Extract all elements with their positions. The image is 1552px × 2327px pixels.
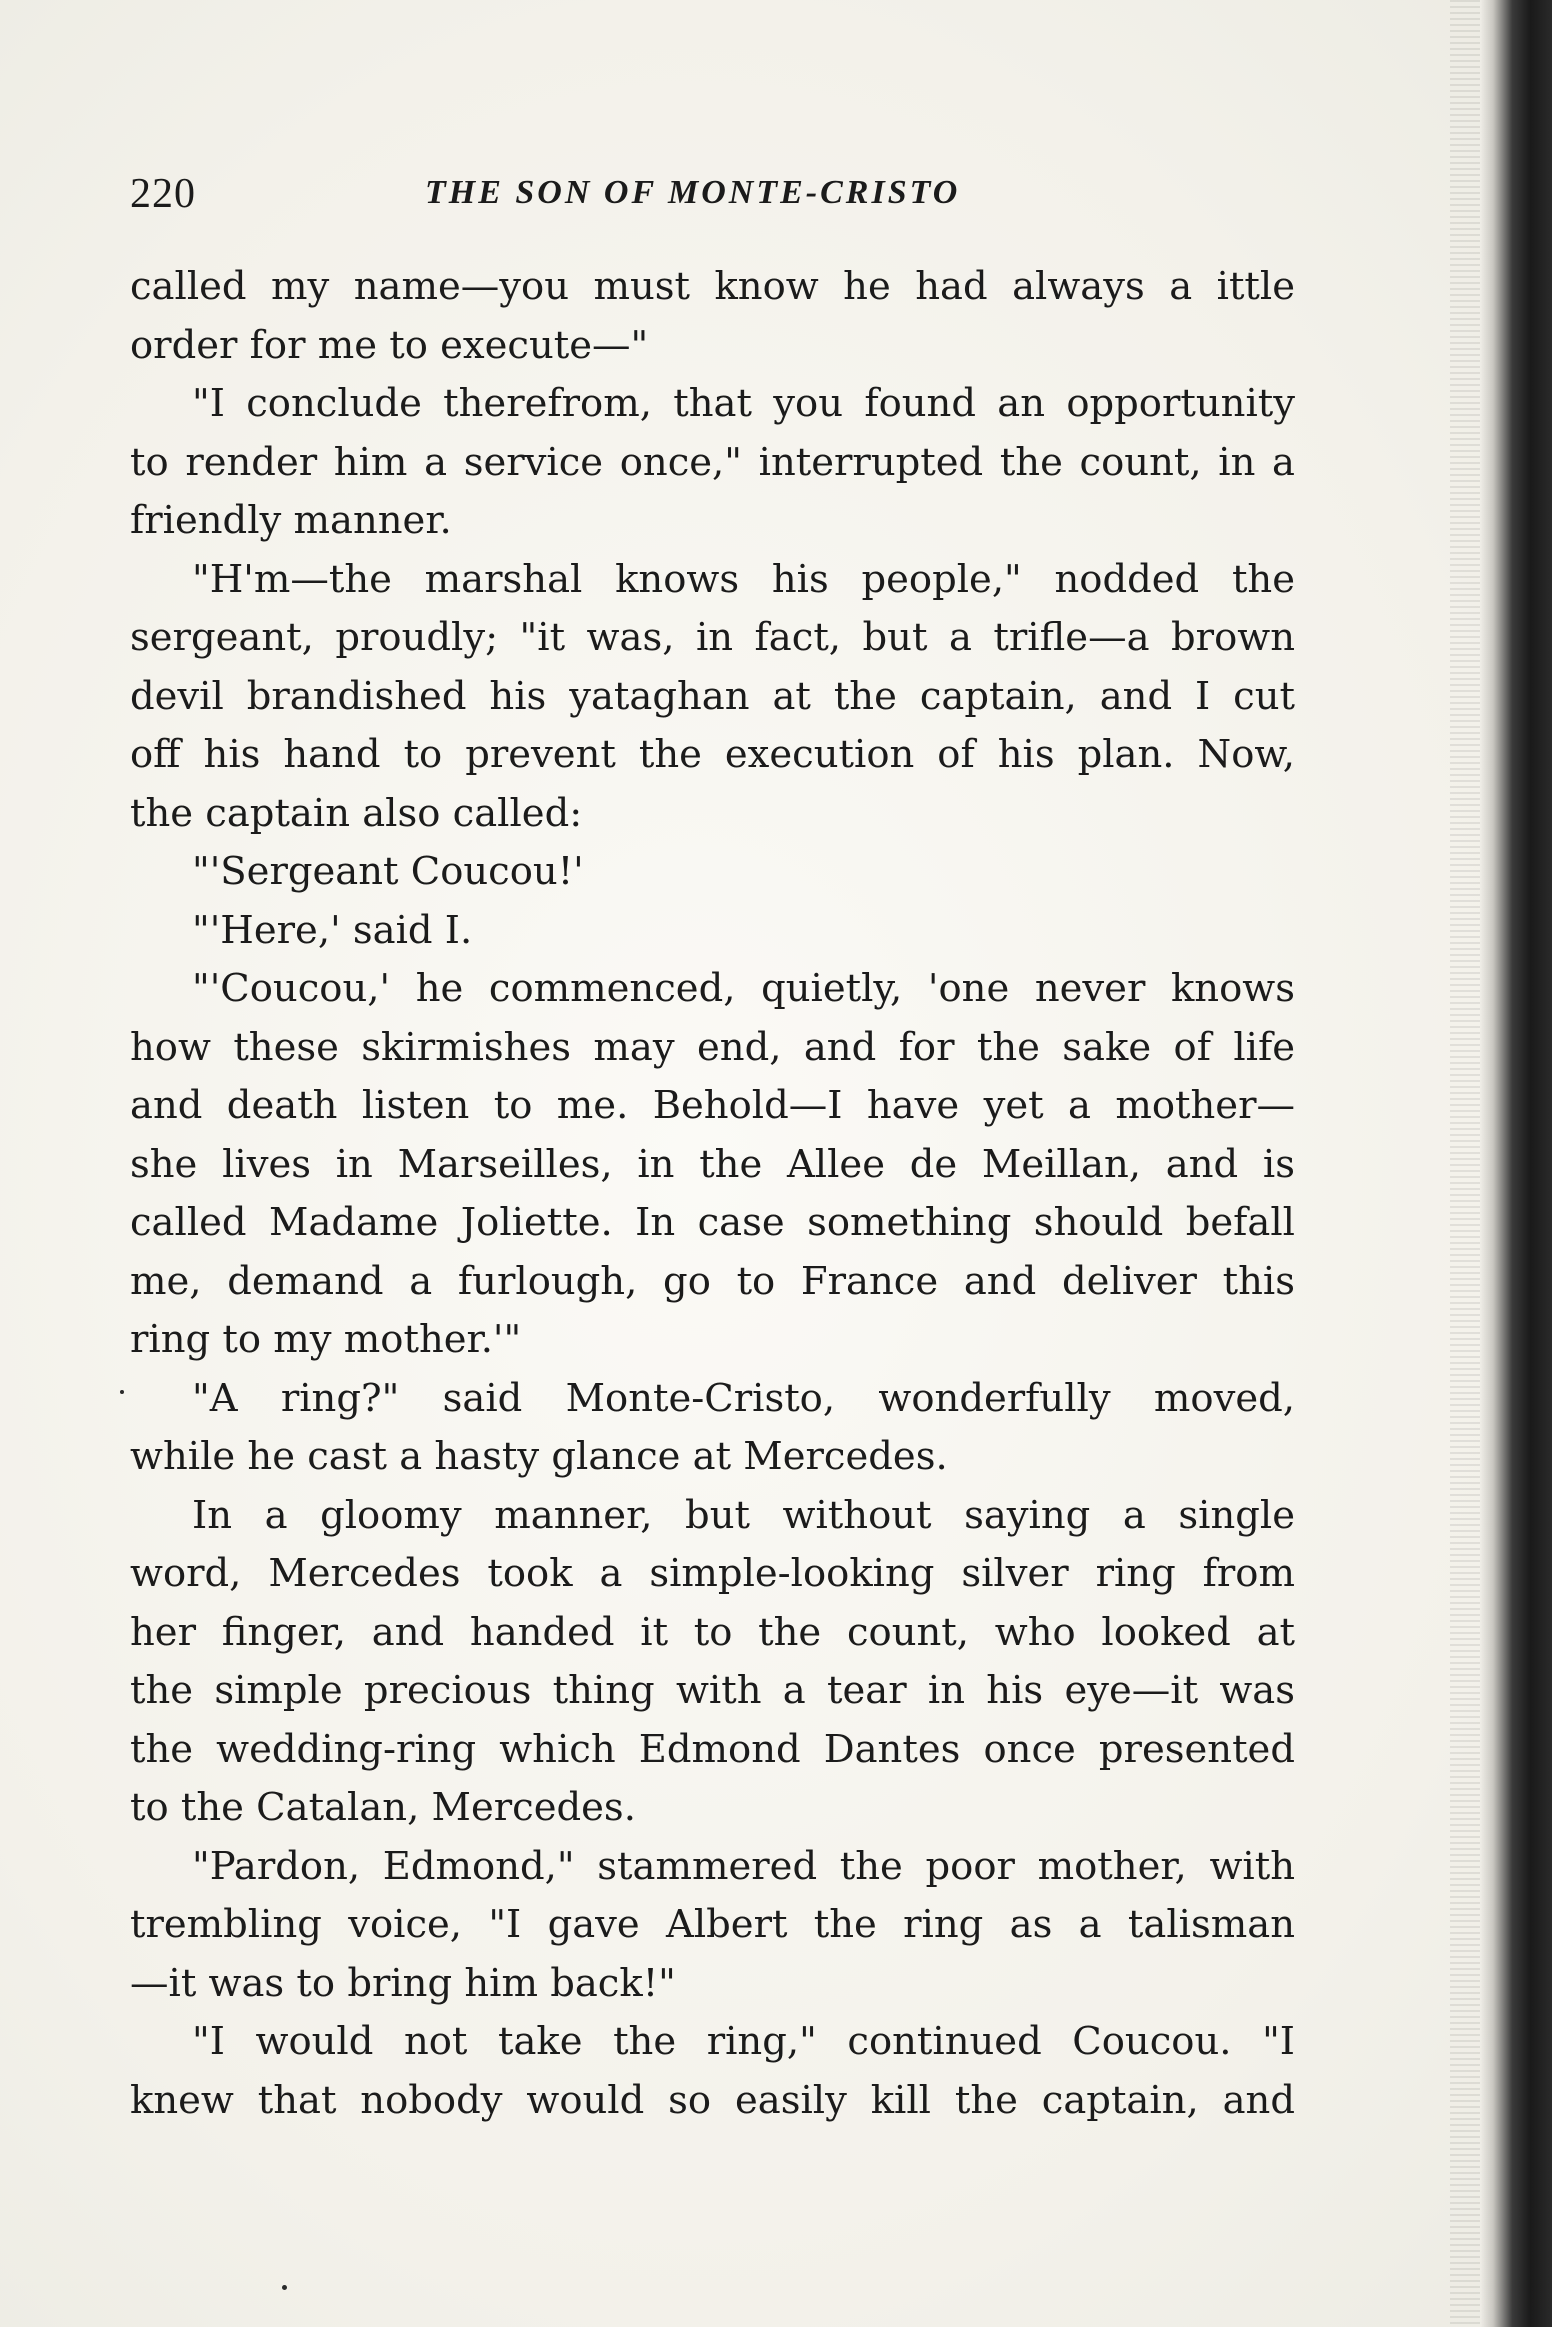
page-header [130,170,1290,230]
text-line: she lives in Marseilles, in the Allee de Meillan, and is [130,1141,1295,1187]
text-line: the captain also called: [130,790,583,836]
text-line: sergeant, proudly; "it was, in fact, but a trifle—a brown [130,615,1295,660]
text-line: devil brandished his yataghan at the captain, and I cut [130,673,1295,719]
text-line: "Pardon, Edmond," stammered the poor mother, with [192,1843,1295,1889]
text-line: "'Coucou,' he commenced, quietly, 'one never knows [192,966,1295,1011]
text-line: "'Sergeant Coucou!' [192,849,584,894]
text-line: "H'm—the marshal knows his people," nodded the [192,556,1295,602]
body-text [130,258,1295,2130]
text-line: friendly manner. [130,498,452,543]
text-line: how these skirmishes may end, and for the sake of life [130,1024,1295,1070]
text-line: ring to my mother.'" [130,1317,522,1362]
text-line: trembling voice, "I gave Albert the ring as a talisman [130,1902,1295,1947]
text-line: word, Mercedes took a simple-looking silver ring from [130,1551,1295,1596]
text-line: In a gloomy manner, but without saying a single [192,1492,1295,1538]
text-line: to render him a service once," interrupted the count, in a [130,439,1295,485]
print-speck [282,2285,287,2290]
text-line: order for me to execute—" [130,322,649,368]
text-line: "I conclude therefrom, that you found an opportunity [192,381,1295,426]
text-line: the simple precious thing with a tear in his eye—it was [130,1668,1295,1713]
text-line: the wedding-ring which Edmond Dantes once presented [130,1726,1295,1772]
running-title: THE SON OF MONTE-CRISTO [425,174,961,211]
text-line: called Madame Joliette. In case something should befall [130,1200,1295,1245]
text-line: called my name—you must know he had always a ittle [130,264,1295,309]
text-line: to the Catalan, Mercedes. [130,1785,636,1830]
text-line: "'Here,' said I. [192,907,473,953]
page-edge-shadow [1480,0,1552,2327]
text-line: "A ring?" said Monte-Cristo, wonderfully moved, [192,1375,1295,1421]
text-line: her finger, and handed it to the count, who looked at [130,1609,1295,1655]
text-line: and death listen to me. Behold—I have yet a mother— [130,1083,1295,1128]
text-line: me, demand a furlough, go to France and deliver this [130,1258,1295,1304]
text-line: "I would not take the ring," continued Coucou. "I [192,2019,1295,2064]
text-line: knew that nobody would so easily kill the captain, and [130,2077,1295,2123]
text-line: while he cast a hasty glance at Mercedes. [130,1434,948,1479]
print-speck [120,1390,124,1394]
text-line: —it was to bring him back!" [130,1960,676,2006]
text-line: off his hand to prevent the execution of his plan. Now, [130,732,1295,777]
page-number: 220 [130,171,196,217]
